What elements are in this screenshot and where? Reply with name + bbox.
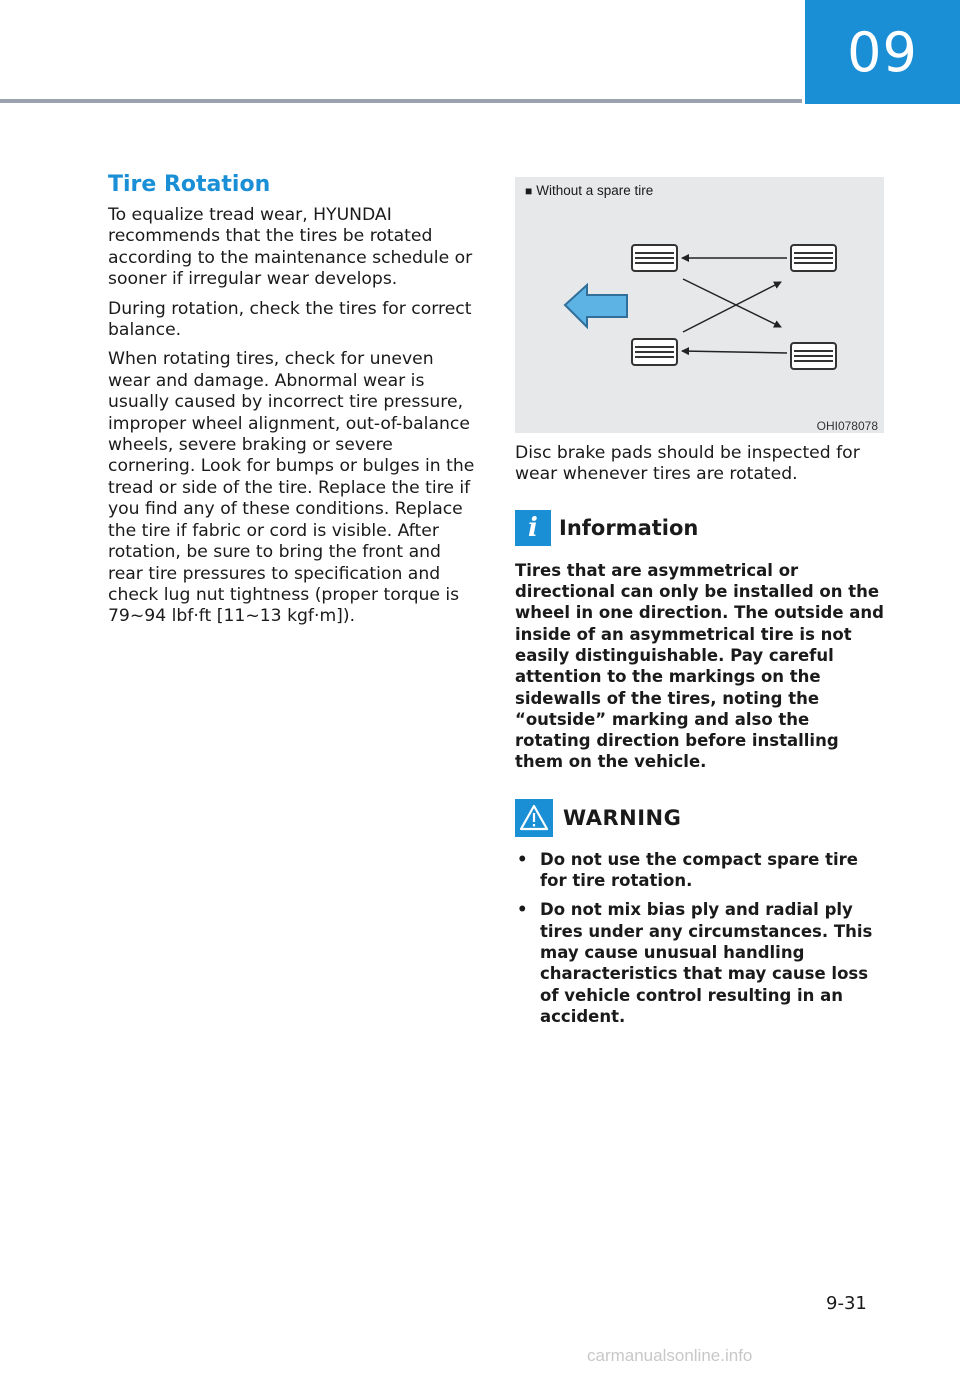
- warning-item-text: Do not use the compact spare tire for tire rotation.: [540, 849, 858, 891]
- section-title: Tire Rotation: [108, 172, 271, 197]
- arrow-cross-front-left-to-rear-right: [683, 279, 781, 327]
- disc-brake-note: Disc brake pads should be inspected for wear whenever tires are rotated.: [515, 443, 860, 485]
- direction-arrow-icon: [565, 285, 627, 327]
- figure-caption-text: Without a spare tire: [536, 183, 654, 198]
- figure-caption: ■ Without a spare tire: [525, 183, 654, 198]
- information-header: [515, 510, 885, 546]
- warning-title: WARNING: [563, 805, 682, 830]
- warning-item-text: Do not mix bias ply and radial ply tires under any circumstances. This may cause unusual handling characteristics that may cause loss of vehicle control resulting in an accident.: [540, 900, 873, 1026]
- warning-icon: [515, 799, 553, 837]
- information-text: Tires that are asymmetrical or directional can only be installed on the wheel in one direction. The outside and inside of an asymmetrical tire is not easily distinguishable. Pay careful attention to the markings on the sidewalls of the tires, noting the “outside” marking and also the rotating direction before installing them on the vehicle.: [515, 560, 884, 772]
- figure-code: OHI078078: [816, 419, 878, 433]
- page-number: 9-31: [826, 1293, 867, 1314]
- left-column: [108, 172, 476, 636]
- chapter-tab: [805, 0, 960, 104]
- watermark-link[interactable]: carmanualsonline.info: [587, 1346, 753, 1365]
- tire-rotation-diagram: [515, 177, 884, 433]
- arrow-cross-front-right-to-rear-left: [683, 282, 781, 332]
- header-rule: [0, 99, 802, 103]
- tire-rear-left: [791, 245, 836, 271]
- arrow-rear-to-front-bottom: [682, 351, 787, 353]
- warning-item: • Do not mix bias ply and radial ply tires under any circumstances. This may cause unusual handling characteristics that may cause loss of vehicle control resulting in an accident.: [517, 900, 873, 1026]
- tire-rotation-figure: [515, 177, 884, 433]
- tire-front-left: [632, 245, 677, 271]
- paragraph-equalize: To equalize tread wear, HYUNDAI recommends that the tires be rotated according to the maintenance schedule or sooner if irregular wear develops.: [108, 205, 473, 290]
- right-column: [515, 177, 885, 1035]
- information-title: Information: [559, 515, 699, 540]
- tire-front-right: [632, 339, 677, 365]
- tire-rear-right: [791, 343, 836, 369]
- information-icon: i: [515, 510, 551, 546]
- warning-item: • Do not use the compact spare tire for tire rotation.: [517, 849, 858, 891]
- warning-list: [515, 849, 885, 1027]
- paragraph-uneven-wear: When rotating tires, check for uneven wear and damage. Abnormal wear is usually caused by incorrect tire pressure, improper wheel alignment, out-of-balance wheels, severe braking or severe cornering. Look for bumps or bulges in the tread or side of the tire. Replace the tire if you find any of these conditions. Replace the tire if fabric or cord is visible. After rotation, be sure to bring the front and rear tire pressures to specification and check lug nut tightness (proper torque is 79~94 lbf·ft [11~13 kgf·m]).: [108, 349, 475, 627]
- warning-header: [515, 799, 885, 837]
- chapter-number: 09: [847, 20, 918, 84]
- paragraph-balance: During rotation, check the tires for correct balance.: [108, 298, 472, 341]
